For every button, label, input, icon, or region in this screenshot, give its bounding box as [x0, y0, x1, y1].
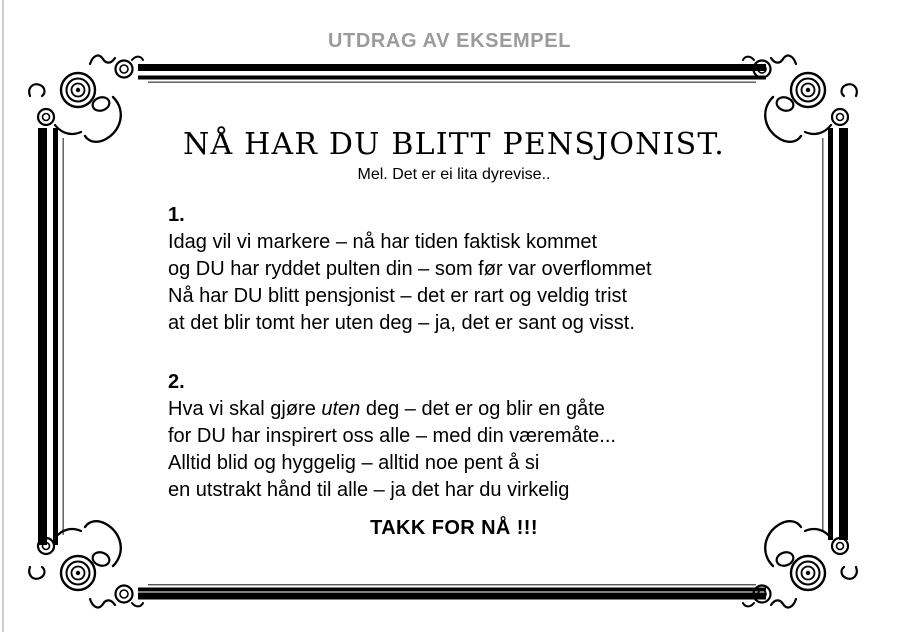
song-title: NÅ HAR DU BLITT PENSJONIST.: [183, 127, 725, 162]
line-text: Hva vi skal gjøre: [168, 398, 322, 420]
verse-line: en utstrakt hånd til alle – ja det har du virkelig: [168, 479, 570, 501]
frame-top-border: [138, 64, 766, 83]
page-header-label: UTDRAG AV EKSEMPEL: [327, 30, 572, 52]
frame-right-border: [822, 128, 848, 540]
line-text-italic: uten: [321, 398, 361, 420]
melody-line: Mel. Det er ei lita dyrevise..: [357, 166, 551, 183]
verse-1: [168, 202, 652, 337]
frame-left-border: [38, 128, 64, 545]
verse-number: 2.: [168, 371, 185, 393]
closing-line: TAKK FOR NÅ !!!: [370, 517, 538, 539]
verse-line: [168, 396, 652, 423]
verse-line: Alltid blid og hyggelig – alltid noe pent å si: [168, 452, 540, 474]
verse-number: 1.: [168, 204, 185, 226]
verse-line: for DU har inspirert oss alle – med din væremåte...: [168, 425, 616, 447]
lyrics: [168, 202, 652, 504]
verse-line: Idag vil vi markere – nå har tiden faktisk kommet: [168, 231, 598, 253]
frame-bottom-border: [138, 584, 766, 600]
verse-2: [168, 369, 652, 504]
verse-line: at det blir tomt her uten deg – ja, det er sant og visst.: [168, 312, 635, 334]
verse-line: og DU har ryddet pulten din – som før var overflommet: [168, 258, 652, 280]
verse-line: Nå har DU blitt pensjonist – det er rart og veldig trist: [168, 285, 628, 307]
line-text: deg – det er og blir en gåte: [360, 398, 605, 420]
